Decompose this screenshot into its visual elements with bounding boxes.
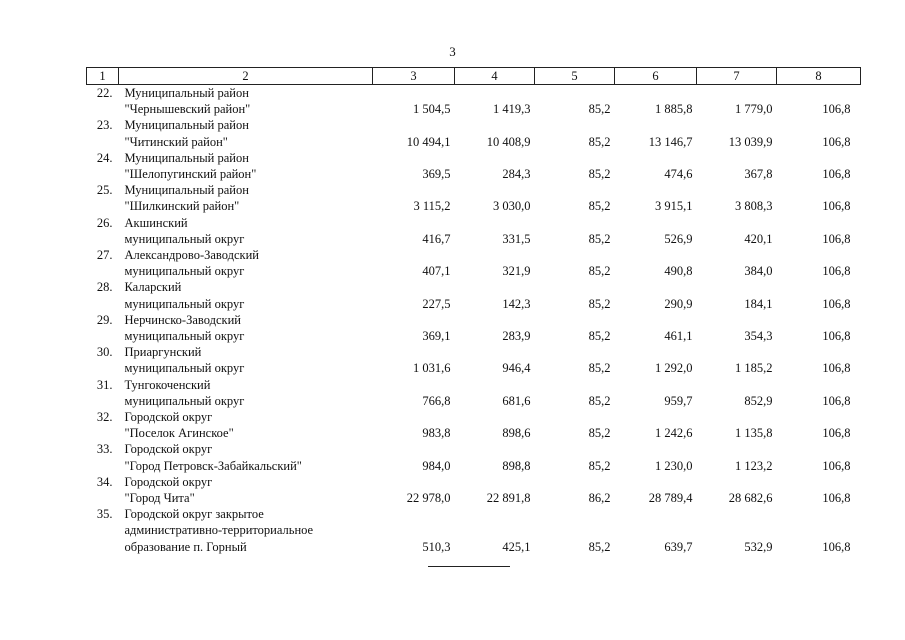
municipality-name [119, 344, 373, 376]
value-cell-c7: 420,1 [744, 231, 773, 246]
municipality-name-line: "Город Петровск-Забайкальский" [124, 458, 302, 473]
value-cell-c6: 28 789,4 [648, 491, 693, 506]
value-cell-c6: 461,1 [664, 329, 693, 344]
value-cell-c6: 490,8 [664, 264, 693, 279]
value-cell-c5: 85,2 [588, 296, 611, 311]
column-header: 7 [697, 68, 777, 85]
value-cell-c8: 106,8 [822, 264, 851, 279]
row-index: 35. [96, 507, 113, 522]
municipality-name [119, 312, 373, 344]
value-cell-c5: 86,2 [588, 491, 611, 506]
municipality-name-line: "Шилкинский район" [124, 199, 240, 214]
value-cell-c5: 85,2 [588, 199, 611, 214]
value-cell-c3: 369,5 [422, 167, 451, 182]
value-cell-c8: 106,8 [822, 199, 851, 214]
municipality-name-line: Тунгокоченский [124, 377, 211, 392]
value-cell-c3: 22 978,0 [406, 491, 451, 506]
municipality-name-line: Муниципальный район [124, 183, 249, 198]
value-cell-c5: 85,2 [588, 102, 611, 117]
header-row [87, 68, 861, 85]
municipality-name [119, 441, 373, 473]
value-cell-c8: 106,8 [822, 458, 851, 473]
row-index: 31. [96, 377, 113, 392]
municipality-name-line: "Поселок Агинское" [124, 426, 234, 441]
municipality-name-line: "Город Чита" [124, 491, 195, 506]
municipality-name-line: муниципальный округ [124, 393, 245, 408]
value-cell-c4: 1 419,3 [493, 102, 531, 117]
value-cell-c6: 290,9 [664, 296, 693, 311]
municipality-name-line: Городской округ [124, 474, 213, 489]
row-index: 34. [96, 474, 113, 489]
municipality-name-line: Муниципальный район [124, 86, 249, 100]
value-cell-c4: 142,3 [502, 296, 531, 311]
value-cell-c3: 407,1 [422, 264, 451, 279]
row-index: 23. [96, 118, 113, 133]
value-cell-c6: 1 230,0 [655, 458, 693, 473]
column-header: 6 [615, 68, 697, 85]
value-cell-c6: 1 292,0 [655, 361, 693, 376]
municipality-name-line: "Чернышевский район" [124, 102, 251, 117]
municipality-name-line: муниципальный округ [124, 361, 245, 376]
row-index: 22. [96, 86, 113, 100]
table-row [87, 117, 861, 149]
value-cell-c5: 85,2 [588, 393, 611, 408]
table-row [87, 409, 861, 441]
municipality-name [119, 377, 373, 409]
column-header: 1 [87, 68, 119, 85]
row-index: 28. [96, 280, 113, 295]
municipality-name [119, 506, 373, 555]
value-cell-c4: 898,6 [502, 426, 531, 441]
value-cell-c5: 85,2 [588, 458, 611, 473]
municipality-name-line: Нерчинско-Заводский [124, 312, 241, 327]
row-index: 30. [96, 345, 113, 360]
data-table [86, 67, 861, 555]
value-cell-c5: 85,2 [588, 426, 611, 441]
value-cell-c8: 106,8 [822, 167, 851, 182]
municipality-name-line: Городской округ закрытое [124, 507, 264, 522]
table-row [87, 150, 861, 182]
municipality-name-line: Александрово-Заводский [124, 248, 259, 263]
value-cell-c4: 425,1 [502, 539, 531, 554]
value-cell-c6: 639,7 [664, 539, 693, 554]
municipality-name-line: Приаргунский [124, 345, 202, 360]
table-row [87, 377, 861, 409]
value-cell-c8: 106,8 [822, 329, 851, 344]
value-cell-c3: 766,8 [422, 393, 451, 408]
value-cell-c3: 369,1 [422, 329, 451, 344]
table-row [87, 215, 861, 247]
municipality-name-line: образование п. Горный [124, 539, 247, 554]
value-cell-c7: 3 808,3 [735, 199, 773, 214]
municipality-name [119, 85, 373, 118]
value-cell-c8: 106,8 [822, 361, 851, 376]
row-index: 25. [96, 183, 113, 198]
municipality-name [119, 474, 373, 506]
row-index: 27. [96, 248, 113, 263]
municipality-name [119, 215, 373, 247]
value-cell-c8: 106,8 [822, 134, 851, 149]
value-cell-c3: 227,5 [422, 296, 451, 311]
value-cell-c6: 959,7 [664, 393, 693, 408]
row-index: 29. [96, 312, 113, 327]
table-row [87, 85, 861, 118]
value-cell-c4: 284,3 [502, 167, 531, 182]
value-cell-c7: 1 135,8 [735, 426, 773, 441]
municipality-name-line: "Шелопугинский район" [124, 167, 257, 182]
value-cell-c4: 898,8 [502, 458, 531, 473]
value-cell-c4: 681,6 [502, 393, 531, 408]
municipality-name-line: Городской округ [124, 442, 213, 457]
page-number: 3 [449, 44, 456, 59]
value-cell-c5: 85,2 [588, 539, 611, 554]
municipality-name-line: "Читинский район" [124, 134, 228, 149]
value-cell-c6: 13 146,7 [648, 134, 693, 149]
municipality-name-line: муниципальный округ [124, 329, 245, 344]
row-index: 26. [96, 215, 113, 230]
value-cell-c8: 106,8 [822, 296, 851, 311]
value-cell-c6: 474,6 [664, 167, 693, 182]
municipality-name-line: Муниципальный район [124, 150, 249, 165]
value-cell-c6: 3 915,1 [655, 199, 693, 214]
value-cell-c5: 85,2 [588, 231, 611, 246]
column-header: 2 [119, 68, 373, 85]
municipality-name-line: муниципальный округ [124, 231, 245, 246]
municipality-name-line: Муниципальный район [124, 118, 249, 133]
municipality-name-line: Городской округ [124, 410, 213, 425]
value-cell-c4: 946,4 [502, 361, 531, 376]
table-row [87, 312, 861, 344]
value-cell-c5: 85,2 [588, 264, 611, 279]
municipality-name-line: муниципальный округ [124, 264, 245, 279]
value-cell-c8: 106,8 [822, 426, 851, 441]
value-cell-c3: 3 115,2 [413, 199, 451, 214]
value-cell-c4: 331,5 [502, 231, 531, 246]
value-cell-c5: 85,2 [588, 361, 611, 376]
column-header: 5 [535, 68, 615, 85]
value-cell-c3: 1 504,5 [413, 102, 451, 117]
value-cell-c4: 321,9 [502, 264, 531, 279]
municipality-name [119, 409, 373, 441]
value-cell-c8: 106,8 [822, 393, 851, 408]
value-cell-c8: 106,8 [822, 231, 851, 246]
column-header: 4 [455, 68, 535, 85]
municipality-name [119, 182, 373, 214]
row-index: 33. [96, 442, 113, 457]
table-row [87, 506, 861, 555]
municipality-name-line: Каларский [124, 280, 182, 295]
municipality-name-line: Акшинский [124, 215, 188, 230]
value-cell-c7: 852,9 [744, 393, 773, 408]
table-row [87, 344, 861, 376]
value-cell-c7: 184,1 [744, 296, 773, 311]
municipality-name [119, 247, 373, 279]
row-index: 32. [96, 410, 113, 425]
value-cell-c5: 85,2 [588, 134, 611, 149]
value-cell-c8: 106,8 [822, 491, 851, 506]
municipality-name-line: административно-территориальное [124, 523, 314, 538]
value-cell-c7: 1 123,2 [735, 458, 773, 473]
value-cell-c8: 106,8 [822, 539, 851, 554]
value-cell-c5: 85,2 [588, 329, 611, 344]
table-row [87, 279, 861, 311]
value-cell-c4: 22 891,8 [486, 491, 531, 506]
value-cell-c3: 1 031,6 [413, 361, 451, 376]
value-cell-c7: 367,8 [744, 167, 773, 182]
value-cell-c6: 1 885,8 [655, 102, 693, 117]
municipality-name [119, 279, 373, 311]
value-cell-c7: 1 185,2 [735, 361, 773, 376]
value-cell-c4: 3 030,0 [493, 199, 531, 214]
value-cell-c4: 283,9 [502, 329, 531, 344]
table-row [87, 182, 861, 214]
footer-rule [428, 566, 510, 567]
value-cell-c3: 10 494,1 [406, 134, 451, 149]
row-index: 24. [96, 150, 113, 165]
value-cell-c5: 85,2 [588, 167, 611, 182]
table-row [87, 441, 861, 473]
value-cell-c8: 106,8 [822, 102, 851, 117]
value-cell-c3: 983,8 [422, 426, 451, 441]
value-cell-c3: 984,0 [422, 458, 451, 473]
value-cell-c7: 532,9 [744, 539, 773, 554]
value-cell-c7: 13 039,9 [728, 134, 773, 149]
municipality-name-line: муниципальный округ [124, 296, 245, 311]
municipality-name [119, 117, 373, 149]
value-cell-c7: 354,3 [744, 329, 773, 344]
table-row [87, 247, 861, 279]
value-cell-c6: 526,9 [664, 231, 693, 246]
column-header: 3 [373, 68, 455, 85]
value-cell-c3: 416,7 [422, 231, 451, 246]
municipality-name [119, 150, 373, 182]
value-cell-c4: 10 408,9 [486, 134, 531, 149]
value-cell-c3: 510,3 [422, 539, 451, 554]
value-cell-c7: 28 682,6 [728, 491, 773, 506]
value-cell-c7: 384,0 [744, 264, 773, 279]
value-cell-c7: 1 779,0 [735, 102, 773, 117]
table-row [87, 474, 861, 506]
value-cell-c6: 1 242,6 [655, 426, 693, 441]
column-header: 8 [777, 68, 861, 85]
